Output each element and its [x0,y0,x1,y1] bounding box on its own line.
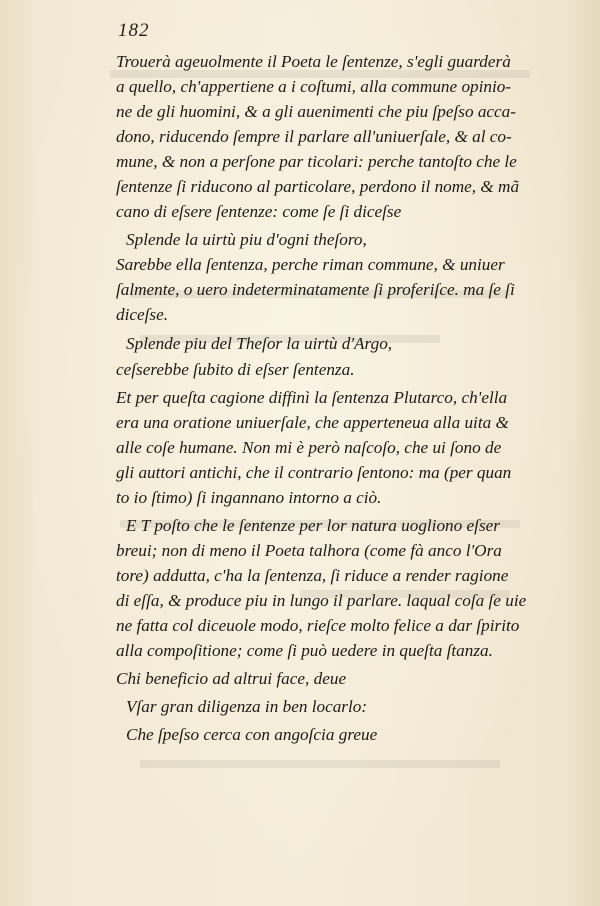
text-line: Sarebbe ella ſentenza, perche riman commune, & uniuer [116,255,505,274]
text-line: ne fatta col diceuole modo, rieſce molto felice a dar ſpirito [116,616,520,635]
text-line: ſentenze ſi riducono al particolare, perdono il nome, & mã [116,177,520,196]
verse-line: Chi beneficio ad altrui face, deue [116,669,347,688]
text-line: ne de gli huomini, & a gli auenimenti che piu ſpeſso acca- [116,102,517,121]
text-line: ſalmente, o uero indeterminatamente ſi proferiſce. ma ſe ſi [116,280,515,299]
text-line: breui; non di meno il Poeta talhora (come fà anco l'Ora [116,541,502,560]
text-line: a quello, ch'appertiene a i coſtumi, alla commune opinio- [116,77,512,96]
verse-line: Vſar gran diligenza in ben locarlo: [126,697,368,716]
text-line: di eſſa, & produce piu in lungo il parlare. laqual coſa ſe uie [116,591,527,610]
text-line: Trouerà ageuolmente il Poeta le ſentenze, s'egli guarderà [116,52,511,71]
text-line: to io ſtimo) ſi ingannano intorno a ciò. [116,488,382,507]
verse-line: Che ſpeſso cerca con angoſcia greue [126,725,378,744]
text-line: dono, riducendo ſempre il parlare all'uniuerſale, & al co- [116,127,512,146]
text-line: tore) addutta, c'ha la ſentenza, ſi riduce a render ragione [116,566,509,585]
text-line: mune, & non a perſone par ticolari: perche tantoſto che le [116,152,517,171]
text-line: cano di eſsere ſentenze: come ſe ſi diceſse [116,202,402,221]
text-line: ceſserebbe ſubito di eſser ſentenza. [116,360,355,379]
text-line: gli auttori antichi, che il contrario ſentono: ma (per quan [116,463,512,482]
text-line: alle coſe humane. Non mi è però naſcoſo, che ui ſono de [116,438,502,457]
verse-line: Splende la uirtù piu d'ogni theſoro, [126,230,367,249]
text-line: alla compoſitione; come ſi può uedere in queſta ſtanza. [116,641,493,660]
text-line: diceſse. [116,305,169,324]
text-line: era una oratione uniuerſale, che apperteneua alla uita & [116,413,509,432]
page-number: 182 [118,20,150,41]
paragraph-start-line: E T poſto che le ſentenze per lor natura uogliono eſser [126,516,500,535]
verse-line: Splende piu del Theſor la uirtù d'Argo, [126,334,393,353]
text-line: Et per queſta cagione diffinì la ſentenza Plutarco, ch'ella [116,388,508,407]
